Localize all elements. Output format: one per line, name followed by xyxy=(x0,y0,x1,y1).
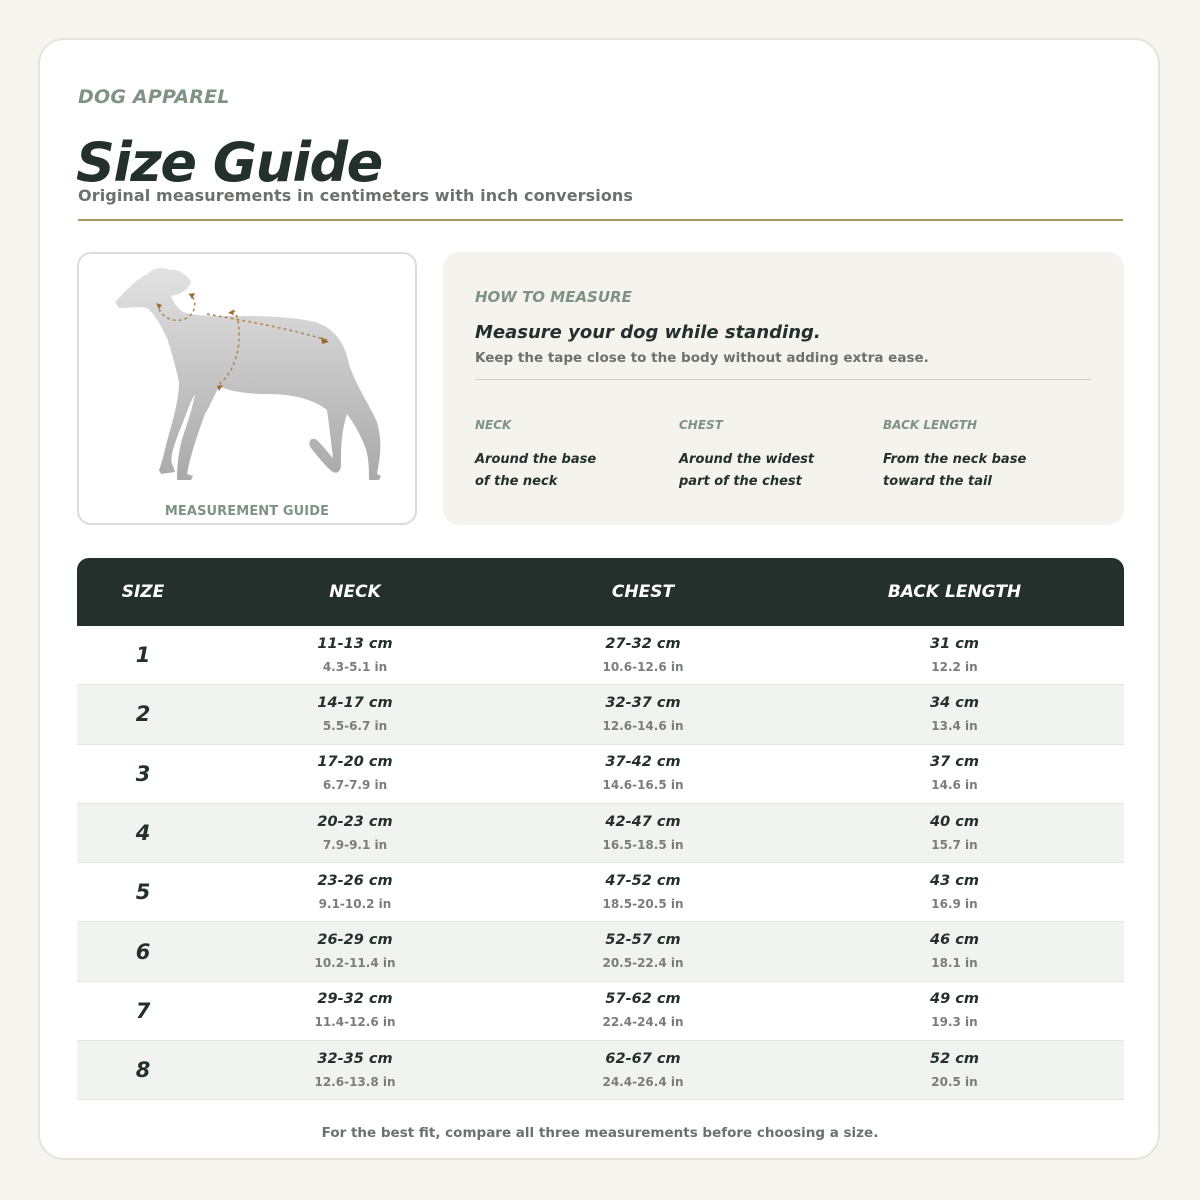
neck-cell xyxy=(209,871,501,914)
back-length-cell xyxy=(785,930,1124,973)
neck-cm-value: 23-26 cm xyxy=(317,872,393,889)
back-length-cell xyxy=(785,752,1124,795)
table-row xyxy=(77,1041,1124,1100)
chest-cm-value: 57-62 cm xyxy=(605,991,681,1008)
chest-cell xyxy=(501,752,785,795)
neck-cm-value: 29-32 cm xyxy=(317,991,393,1008)
measurement-illustration xyxy=(77,252,417,525)
neck-cell xyxy=(209,812,501,855)
neck-cm-value: 11-13 cm xyxy=(317,635,393,652)
neck-cm-value: 17-20 cm xyxy=(317,754,393,771)
measure-description: Around the widest part of the chest xyxy=(679,452,815,489)
table-body xyxy=(77,626,1124,1100)
chest-inch-value: 20.5-22.4 in xyxy=(602,956,684,971)
neck-cell xyxy=(209,930,501,973)
table-header xyxy=(77,558,1124,626)
size-cell xyxy=(77,643,209,667)
how-to-subheading: Keep the tape close to the body without adding extra ease. xyxy=(475,350,929,366)
back-inch-value: 16.9 in xyxy=(931,896,978,911)
neck-inch-value: 10.2-11.4 in xyxy=(314,956,396,971)
illustration-label: MEASUREMENT GUIDE xyxy=(164,504,330,519)
size-cell xyxy=(77,762,209,786)
back-cm-value: 52 cm xyxy=(930,1050,979,1067)
measure-back-length xyxy=(883,418,1073,493)
chest-cm-value: 27-32 cm xyxy=(605,635,681,652)
chest-inch-value: 22.4-24.4 in xyxy=(602,1015,684,1030)
back-inch-value: 18.1 in xyxy=(931,956,978,971)
back-length-cell xyxy=(785,634,1124,677)
neck-inch-value: 4.3-5.1 in xyxy=(322,659,388,674)
size-cell xyxy=(77,999,209,1023)
back-length-cell xyxy=(785,989,1124,1032)
chest-cell xyxy=(501,989,785,1032)
chest-cell xyxy=(501,1049,785,1092)
back-inch-value: 20.5 in xyxy=(931,1074,978,1089)
back-cm-value: 49 cm xyxy=(930,991,979,1008)
table-row xyxy=(77,804,1124,863)
table-row xyxy=(77,685,1124,744)
how-to-heading: Measure your dog while standing. xyxy=(475,322,821,343)
size-value: 1 xyxy=(135,643,151,668)
back-cm-value: 40 cm xyxy=(930,813,979,830)
back-length-cell xyxy=(785,693,1124,736)
back-cm-value: 43 cm xyxy=(930,872,979,889)
size-value: 7 xyxy=(135,998,151,1023)
neck-cm-value: 20-23 cm xyxy=(317,813,393,830)
back-length-cell xyxy=(785,812,1124,855)
size-value: 5 xyxy=(135,880,151,905)
neck-cell xyxy=(209,1049,501,1092)
column-header-size: SIZE xyxy=(121,582,165,602)
chest-cell xyxy=(501,871,785,914)
chest-cell xyxy=(501,812,785,855)
chest-inch-value: 24.4-26.4 in xyxy=(602,1074,684,1089)
size-value: 3 xyxy=(135,761,151,786)
neck-inch-value: 7.9-9.1 in xyxy=(322,837,388,852)
column-header-chest: CHEST xyxy=(611,582,675,602)
size-cell xyxy=(77,940,209,964)
chest-cm-value: 62-67 cm xyxy=(605,1050,681,1067)
column-header-back-length: BACK LENGTH xyxy=(887,582,1022,602)
size-cell xyxy=(77,1058,209,1082)
chest-cm-value: 47-52 cm xyxy=(605,872,681,889)
measure-neck xyxy=(475,418,665,493)
neck-cell xyxy=(209,989,501,1032)
back-length-cell xyxy=(785,871,1124,914)
neck-cell xyxy=(209,634,501,677)
chest-inch-value: 14.6-16.5 in xyxy=(602,778,684,793)
dog-silhouette-icon xyxy=(79,254,415,523)
size-value: 8 xyxy=(135,1058,151,1083)
chest-inch-value: 10.6-12.6 in xyxy=(602,659,684,674)
chest-cm-value: 37-42 cm xyxy=(605,754,681,771)
neck-inch-value: 11.4-12.6 in xyxy=(314,1015,396,1030)
measure-label: CHEST xyxy=(679,418,723,432)
table-row xyxy=(77,863,1124,922)
size-cell xyxy=(77,821,209,845)
measure-label: NECK xyxy=(475,418,512,432)
neck-cell xyxy=(209,752,501,795)
table-row xyxy=(77,922,1124,981)
brand-label: DOG APPAREL xyxy=(78,86,230,108)
size-value: 2 xyxy=(135,702,151,727)
chest-cell xyxy=(501,930,785,973)
back-inch-value: 13.4 in xyxy=(931,718,978,733)
neck-inch-value: 6.7-7.9 in xyxy=(322,778,388,793)
header-divider xyxy=(78,219,1123,221)
neck-inch-value: 9.1-10.2 in xyxy=(318,896,392,911)
size-table xyxy=(77,558,1124,1100)
neck-cm-value: 32-35 cm xyxy=(317,1050,393,1067)
neck-inch-value: 5.5-6.7 in xyxy=(322,718,388,733)
neck-cm-value: 14-17 cm xyxy=(317,694,393,711)
table-row xyxy=(77,626,1124,685)
how-to-measure-panel xyxy=(443,252,1124,525)
page-subtitle: Original measurements in centimeters with inch conversions xyxy=(78,186,634,205)
back-inch-value: 15.7 in xyxy=(931,837,978,852)
back-cm-value: 31 cm xyxy=(930,635,979,652)
back-length-cell xyxy=(785,1049,1124,1092)
size-cell xyxy=(77,702,209,726)
chest-cm-value: 32-37 cm xyxy=(605,694,681,711)
table-row xyxy=(77,982,1124,1041)
measure-description: Around the base of the neck xyxy=(475,452,597,489)
footer-note: For the best fit, compare all three measurements before choosing a size. xyxy=(321,1125,879,1141)
back-cm-value: 37 cm xyxy=(930,754,979,771)
chest-cm-value: 52-57 cm xyxy=(605,932,681,949)
back-inch-value: 12.2 in xyxy=(931,659,978,674)
back-cm-value: 34 cm xyxy=(930,694,979,711)
chest-cell xyxy=(501,634,785,677)
neck-inch-value: 12.6-13.8 in xyxy=(314,1074,396,1089)
how-to-divider xyxy=(475,379,1091,380)
back-inch-value: 14.6 in xyxy=(931,778,978,793)
chest-cell xyxy=(501,693,785,736)
measure-description: From the neck base toward the tail xyxy=(883,452,1027,489)
neck-cm-value: 26-29 cm xyxy=(317,932,393,949)
table-row xyxy=(77,745,1124,804)
measure-label: BACK LENGTH xyxy=(883,418,978,432)
how-to-eyebrow: HOW TO MEASURE xyxy=(475,288,632,306)
measure-chest xyxy=(679,418,869,493)
neck-cell xyxy=(209,693,501,736)
column-header-neck: NECK xyxy=(329,582,381,602)
chest-inch-value: 16.5-18.5 in xyxy=(602,837,684,852)
chest-cm-value: 42-47 cm xyxy=(605,813,681,830)
page-title: Size Guide xyxy=(76,131,382,194)
chest-inch-value: 12.6-14.6 in xyxy=(602,718,684,733)
chest-inch-value: 18.5-20.5 in xyxy=(602,896,684,911)
size-value: 4 xyxy=(135,821,151,846)
back-cm-value: 46 cm xyxy=(930,932,979,949)
size-cell xyxy=(77,880,209,904)
back-inch-value: 19.3 in xyxy=(931,1015,978,1030)
size-value: 6 xyxy=(135,939,151,964)
